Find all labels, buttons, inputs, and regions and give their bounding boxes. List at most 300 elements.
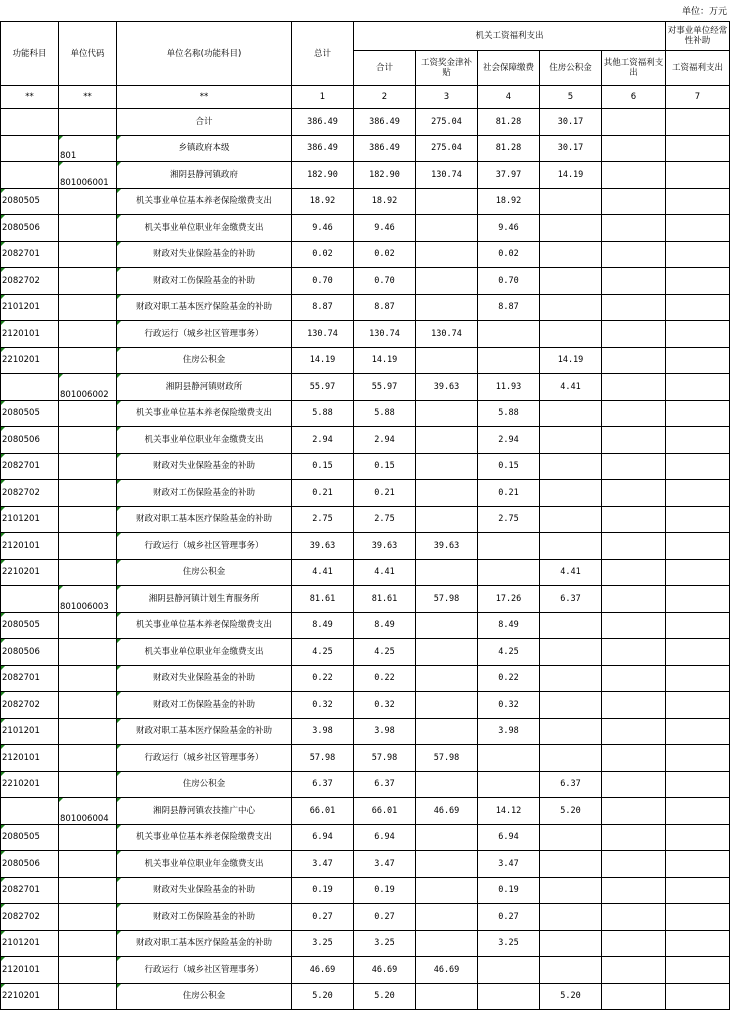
wage-cell: 275.04 <box>416 109 478 136</box>
housing-cell <box>540 745 602 772</box>
func-code-cell: 2120101 <box>1 957 59 984</box>
salary-total-cell: 0.15 <box>354 453 416 480</box>
total-cell: 0.02 <box>292 241 354 268</box>
wage-cell: 275.04 <box>416 135 478 162</box>
wage-cell: 46.69 <box>416 957 478 984</box>
unit-name-cell: 财政对工伤保险基金的补助 <box>117 268 292 295</box>
total-cell: 4.41 <box>292 559 354 586</box>
header-func-code: 功能科目 <box>1 22 59 86</box>
salary-total-cell: 6.37 <box>354 771 416 798</box>
index-cell: 5 <box>540 86 602 109</box>
func-code-cell: 2082701 <box>1 665 59 692</box>
wage-cell <box>416 692 478 719</box>
unit-code-cell <box>59 480 117 507</box>
unit-name-cell: 财政对失业保险基金的补助 <box>117 665 292 692</box>
table-row <box>1 162 730 189</box>
func-code-cell <box>1 109 59 136</box>
func-code-cell <box>1 135 59 162</box>
total-cell: 0.32 <box>292 692 354 719</box>
housing-cell <box>540 639 602 666</box>
welfare-cell <box>666 612 730 639</box>
wage-cell: 57.98 <box>416 586 478 613</box>
total-cell: 39.63 <box>292 533 354 560</box>
wage-cell <box>416 294 478 321</box>
table-row <box>1 400 730 427</box>
other-cell <box>602 321 666 348</box>
welfare-cell <box>666 162 730 189</box>
social-cell <box>478 983 540 1010</box>
total-cell: 8.87 <box>292 294 354 321</box>
wage-cell <box>416 612 478 639</box>
other-cell <box>602 692 666 719</box>
func-code-cell: 2101201 <box>1 718 59 745</box>
social-cell: 4.25 <box>478 639 540 666</box>
social-cell <box>478 321 540 348</box>
social-cell: 3.98 <box>478 718 540 745</box>
total-cell: 5.88 <box>292 400 354 427</box>
index-cell: 1 <box>292 86 354 109</box>
table-row <box>1 771 730 798</box>
expenditure-table <box>0 21 730 1010</box>
unit-label: 单位：万元 <box>681 7 727 17</box>
table-row <box>1 665 730 692</box>
total-cell: 6.37 <box>292 771 354 798</box>
social-cell: 5.88 <box>478 400 540 427</box>
index-cell: 4 <box>478 86 540 109</box>
total-cell: 386.49 <box>292 109 354 136</box>
other-cell <box>602 718 666 745</box>
func-code-cell: 2082702 <box>1 904 59 931</box>
welfare-cell <box>666 665 730 692</box>
unit-code-cell <box>59 241 117 268</box>
wage-cell <box>416 851 478 878</box>
unit-name-cell: 住房公积金 <box>117 983 292 1010</box>
total-cell: 0.22 <box>292 665 354 692</box>
social-cell: 17.26 <box>478 586 540 613</box>
wage-cell <box>416 347 478 374</box>
housing-cell <box>540 824 602 851</box>
salary-total-cell: 46.69 <box>354 957 416 984</box>
housing-cell <box>540 692 602 719</box>
housing-cell: 5.20 <box>540 983 602 1010</box>
unit-code-cell <box>59 983 117 1010</box>
unit-code-cell <box>59 904 117 931</box>
unit-name-cell: 行政运行（城乡社区管理事务） <box>117 957 292 984</box>
social-cell: 9.46 <box>478 215 540 242</box>
unit-name-cell: 机关事业单位职业年金缴费支出 <box>117 851 292 878</box>
unit-code-cell <box>59 612 117 639</box>
total-cell: 2.94 <box>292 427 354 454</box>
housing-cell: 5.20 <box>540 798 602 825</box>
welfare-cell <box>666 400 730 427</box>
unit-code-cell <box>59 718 117 745</box>
housing-cell <box>540 533 602 560</box>
func-code-cell: 2101201 <box>1 506 59 533</box>
table-row <box>1 268 730 295</box>
social-cell: 0.27 <box>478 904 540 931</box>
unit-code-cell <box>59 400 117 427</box>
welfare-cell <box>666 188 730 215</box>
social-cell: 8.49 <box>478 612 540 639</box>
other-cell <box>602 771 666 798</box>
unit-code-cell: 801006001 <box>59 162 117 189</box>
wage-cell <box>416 904 478 931</box>
salary-total-cell: 3.98 <box>354 718 416 745</box>
other-cell <box>602 533 666 560</box>
wage-cell <box>416 506 478 533</box>
table-row <box>1 374 730 401</box>
table-row <box>1 506 730 533</box>
func-code-cell: 2082701 <box>1 877 59 904</box>
func-code-cell: 2080505 <box>1 612 59 639</box>
social-cell: 2.94 <box>478 427 540 454</box>
table-row <box>1 851 730 878</box>
unit-code-cell: 801006003 <box>59 586 117 613</box>
table-row <box>1 427 730 454</box>
table-row <box>1 904 730 931</box>
welfare-cell <box>666 930 730 957</box>
salary-total-cell: 386.49 <box>354 109 416 136</box>
total-cell: 3.47 <box>292 851 354 878</box>
unit-name-cell: 财政对失业保险基金的补助 <box>117 453 292 480</box>
func-code-cell: 2120101 <box>1 745 59 772</box>
total-cell: 81.61 <box>292 586 354 613</box>
func-code-cell: 2082702 <box>1 480 59 507</box>
welfare-cell <box>666 533 730 560</box>
other-cell <box>602 665 666 692</box>
other-cell <box>602 109 666 136</box>
housing-cell <box>540 904 602 931</box>
total-cell: 46.69 <box>292 957 354 984</box>
welfare-cell <box>666 851 730 878</box>
social-cell <box>478 533 540 560</box>
wage-cell <box>416 559 478 586</box>
other-cell <box>602 745 666 772</box>
table-row <box>1 824 730 851</box>
salary-total-cell: 0.22 <box>354 665 416 692</box>
wage-cell <box>416 400 478 427</box>
total-cell: 2.75 <box>292 506 354 533</box>
unit-code-cell <box>59 824 117 851</box>
other-cell <box>602 957 666 984</box>
table-row <box>1 930 730 957</box>
welfare-cell <box>666 109 730 136</box>
housing-cell: 4.41 <box>540 559 602 586</box>
other-cell <box>602 904 666 931</box>
welfare-cell <box>666 904 730 931</box>
salary-total-cell: 0.70 <box>354 268 416 295</box>
housing-cell <box>540 268 602 295</box>
table-row <box>1 983 730 1010</box>
social-cell: 0.70 <box>478 268 540 295</box>
table-row <box>1 215 730 242</box>
func-code-cell: 2210201 <box>1 771 59 798</box>
unit-name-cell: 机关事业单位职业年金缴费支出 <box>117 215 292 242</box>
index-cell: 6 <box>602 86 666 109</box>
table-row <box>1 798 730 825</box>
func-code-cell: 2210201 <box>1 347 59 374</box>
welfare-cell <box>666 559 730 586</box>
wage-cell: 130.74 <box>416 162 478 189</box>
func-code-cell: 2082701 <box>1 453 59 480</box>
housing-cell: 6.37 <box>540 771 602 798</box>
wage-cell <box>416 824 478 851</box>
wage-cell <box>416 480 478 507</box>
index-cell: 3 <box>416 86 478 109</box>
other-cell <box>602 453 666 480</box>
salary-total-cell: 55.97 <box>354 374 416 401</box>
welfare-cell <box>666 586 730 613</box>
func-code-cell: 2082701 <box>1 241 59 268</box>
func-code-cell: 2101201 <box>1 930 59 957</box>
table-row <box>1 294 730 321</box>
total-cell: 57.98 <box>292 745 354 772</box>
total-cell: 0.27 <box>292 904 354 931</box>
welfare-cell <box>666 771 730 798</box>
welfare-cell <box>666 268 730 295</box>
welfare-cell <box>666 321 730 348</box>
other-cell <box>602 427 666 454</box>
welfare-cell <box>666 506 730 533</box>
func-code-cell: 2101201 <box>1 294 59 321</box>
index-cell: 7 <box>666 86 730 109</box>
welfare-cell <box>666 135 730 162</box>
other-cell <box>602 188 666 215</box>
salary-total-cell: 0.19 <box>354 877 416 904</box>
welfare-cell <box>666 347 730 374</box>
housing-cell <box>540 453 602 480</box>
wage-cell <box>416 453 478 480</box>
unit-name-cell: 财政对职工基本医疗保险基金的补助 <box>117 930 292 957</box>
wage-cell <box>416 665 478 692</box>
wage-cell <box>416 877 478 904</box>
total-cell: 386.49 <box>292 135 354 162</box>
unit-name-cell: 机关事业单位职业年金缴费支出 <box>117 427 292 454</box>
social-cell: 3.25 <box>478 930 540 957</box>
wage-cell <box>416 241 478 268</box>
welfare-cell <box>666 877 730 904</box>
other-cell <box>602 347 666 374</box>
other-cell <box>602 639 666 666</box>
unit-code-cell <box>59 851 117 878</box>
total-cell: 8.49 <box>292 612 354 639</box>
social-cell <box>478 745 540 772</box>
table-row <box>1 453 730 480</box>
wage-cell: 130.74 <box>416 321 478 348</box>
welfare-cell <box>666 241 730 268</box>
housing-cell <box>540 294 602 321</box>
total-cell: 3.98 <box>292 718 354 745</box>
other-cell <box>602 294 666 321</box>
other-cell <box>602 559 666 586</box>
unit-name-cell: 财政对失业保险基金的补助 <box>117 877 292 904</box>
unit-code-cell <box>59 268 117 295</box>
unit-name-cell: 财政对失业保险基金的补助 <box>117 241 292 268</box>
unit-name-cell: 乡镇政府本级 <box>117 135 292 162</box>
unit-code-cell <box>59 665 117 692</box>
func-code-cell <box>1 374 59 401</box>
housing-cell <box>540 665 602 692</box>
unit-name-cell: 机关事业单位基本养老保险缴费支出 <box>117 824 292 851</box>
unit-code-cell <box>59 930 117 957</box>
unit-name-cell: 湘阴县静河镇财政所 <box>117 374 292 401</box>
header-sub-housing: 住房公积金 <box>540 51 602 86</box>
welfare-cell <box>666 983 730 1010</box>
salary-total-cell: 66.01 <box>354 798 416 825</box>
table-row <box>1 745 730 772</box>
unit-name-cell: 行政运行（城乡社区管理事务） <box>117 745 292 772</box>
func-code-cell: 2080506 <box>1 427 59 454</box>
social-cell: 14.12 <box>478 798 540 825</box>
func-code-cell: 2080506 <box>1 851 59 878</box>
social-cell: 0.02 <box>478 241 540 268</box>
index-cell: ** <box>117 86 292 109</box>
header-index-row <box>1 86 730 109</box>
housing-cell <box>540 480 602 507</box>
other-cell <box>602 798 666 825</box>
func-code-cell <box>1 798 59 825</box>
func-code-cell: 2120101 <box>1 533 59 560</box>
unit-code-cell <box>59 771 117 798</box>
housing-cell <box>540 188 602 215</box>
other-cell <box>602 374 666 401</box>
housing-cell <box>540 241 602 268</box>
unit-code-cell <box>59 109 117 136</box>
total-cell: 14.19 <box>292 347 354 374</box>
unit-code-cell <box>59 347 117 374</box>
housing-cell: 30.17 <box>540 135 602 162</box>
salary-total-cell: 3.47 <box>354 851 416 878</box>
table-row <box>1 957 730 984</box>
header-unit-name: 单位名称(功能科目) <box>117 22 292 86</box>
unit-name-cell: 财政对工伤保险基金的补助 <box>117 692 292 719</box>
housing-cell: 4.41 <box>540 374 602 401</box>
table-body <box>1 109 730 1010</box>
unit-name-cell: 机关事业单位职业年金缴费支出 <box>117 639 292 666</box>
housing-cell: 14.19 <box>540 162 602 189</box>
other-cell <box>602 135 666 162</box>
table-row <box>1 612 730 639</box>
housing-cell <box>540 506 602 533</box>
welfare-cell <box>666 824 730 851</box>
wage-cell <box>416 718 478 745</box>
table-header <box>1 22 730 109</box>
other-cell <box>602 930 666 957</box>
table-row <box>1 718 730 745</box>
unit-code-cell: 801006004 <box>59 798 117 825</box>
social-cell: 0.19 <box>478 877 540 904</box>
table-row <box>1 639 730 666</box>
wage-cell <box>416 427 478 454</box>
func-code-cell <box>1 162 59 189</box>
social-cell: 0.15 <box>478 453 540 480</box>
table-row <box>1 321 730 348</box>
unit-code-cell <box>59 506 117 533</box>
wage-cell <box>416 268 478 295</box>
table-row <box>1 241 730 268</box>
unit-name-cell: 财政对工伤保险基金的补助 <box>117 480 292 507</box>
social-cell: 6.94 <box>478 824 540 851</box>
housing-cell: 14.19 <box>540 347 602 374</box>
social-cell <box>478 957 540 984</box>
header-group-subsidy: 对事业单位经常性补助 <box>666 22 730 51</box>
housing-cell <box>540 877 602 904</box>
unit-name-cell: 湘阴县静河镇农技推广中心 <box>117 798 292 825</box>
table-row <box>1 877 730 904</box>
other-cell <box>602 215 666 242</box>
header-unit-code: 单位代码 <box>59 22 117 86</box>
index-cell: ** <box>1 86 59 109</box>
total-cell: 9.46 <box>292 215 354 242</box>
wage-cell <box>416 983 478 1010</box>
social-cell: 11.93 <box>478 374 540 401</box>
unit-name-cell: 湘阴县静河镇计划生育服务所 <box>117 586 292 613</box>
unit-code-cell <box>59 533 117 560</box>
unit-code-cell <box>59 745 117 772</box>
other-cell <box>602 824 666 851</box>
other-cell <box>602 241 666 268</box>
salary-total-cell: 8.49 <box>354 612 416 639</box>
func-code-cell: 2080506 <box>1 215 59 242</box>
header-sub-other: 其他工资福利支出 <box>602 51 666 86</box>
housing-cell <box>540 215 602 242</box>
func-code-cell: 2080505 <box>1 824 59 851</box>
unit-name-cell: 机关事业单位基本养老保险缴费支出 <box>117 400 292 427</box>
index-cell: 2 <box>354 86 416 109</box>
table-row <box>1 347 730 374</box>
housing-cell <box>540 851 602 878</box>
salary-total-cell: 2.94 <box>354 427 416 454</box>
housing-cell <box>540 612 602 639</box>
salary-total-cell: 4.25 <box>354 639 416 666</box>
social-cell <box>478 559 540 586</box>
other-cell <box>602 400 666 427</box>
func-code-cell: 2082702 <box>1 268 59 295</box>
other-cell <box>602 586 666 613</box>
header-sub-welfare: 工资福利支出 <box>666 51 730 86</box>
salary-total-cell: 0.02 <box>354 241 416 268</box>
unit-code-cell <box>59 188 117 215</box>
unit-code-cell: 801 <box>59 135 117 162</box>
social-cell: 3.47 <box>478 851 540 878</box>
social-cell <box>478 771 540 798</box>
social-cell: 0.22 <box>478 665 540 692</box>
salary-total-cell: 5.20 <box>354 983 416 1010</box>
welfare-cell <box>666 957 730 984</box>
wage-cell <box>416 930 478 957</box>
total-cell: 6.94 <box>292 824 354 851</box>
unit-name-cell: 住房公积金 <box>117 347 292 374</box>
housing-cell <box>540 427 602 454</box>
social-cell: 18.92 <box>478 188 540 215</box>
welfare-cell <box>666 718 730 745</box>
func-code-cell <box>1 586 59 613</box>
table-row <box>1 135 730 162</box>
total-cell: 3.25 <box>292 930 354 957</box>
housing-cell <box>540 930 602 957</box>
salary-total-cell: 6.94 <box>354 824 416 851</box>
unit-name-cell: 机关事业单位基本养老保险缴费支出 <box>117 612 292 639</box>
wage-cell: 39.63 <box>416 374 478 401</box>
total-cell: 4.25 <box>292 639 354 666</box>
total-cell: 130.74 <box>292 321 354 348</box>
wage-cell <box>416 771 478 798</box>
unit-code-cell <box>59 321 117 348</box>
welfare-cell <box>666 798 730 825</box>
salary-total-cell: 81.61 <box>354 586 416 613</box>
housing-cell <box>540 321 602 348</box>
func-code-cell: 2120101 <box>1 321 59 348</box>
